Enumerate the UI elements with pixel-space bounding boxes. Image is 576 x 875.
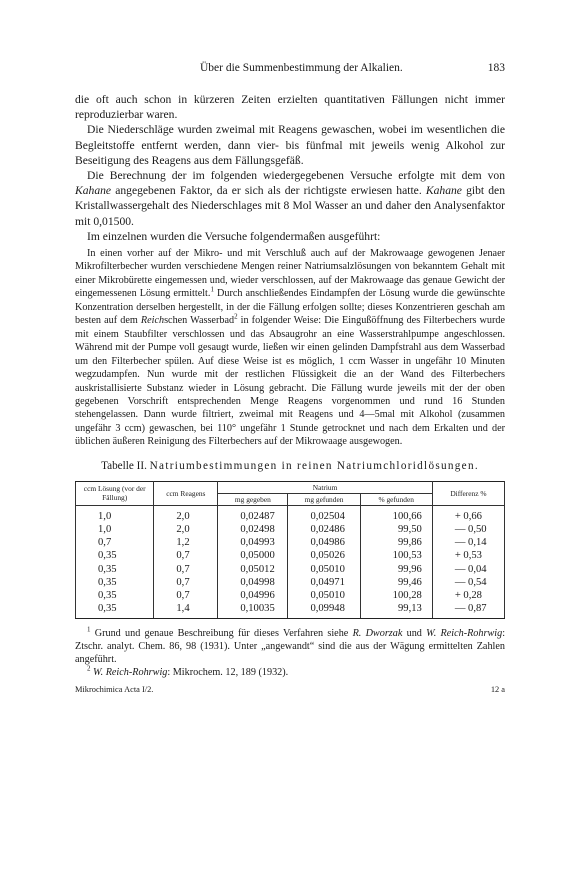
paragraph: Die Berechnung der im folgenden wiedergegebenen Versuche erfolgte mit dem von Kahane angegebenen Faktor, da er sich als der richtigste erwiesen hatte. Kahane gibt den Kristallwassergehalt des Niederschlages mit 8 Mol Wasser an und daher den Analysenfaktor mit 0,01500. <box>75 169 505 228</box>
table-row: 0,35 0,7 0,04998 0,04971 99,46 — 0,54 <box>76 576 505 589</box>
method-description <box>75 247 505 449</box>
author-name: W. Reich-Rohrwig <box>93 667 168 679</box>
header-gegeben: mg gegeben <box>218 493 288 505</box>
running-header <box>75 62 505 78</box>
table-row: 0,35 0,7 0,04996 0,05010 100,28 + 0,28 <box>76 589 505 602</box>
footnote-ref: 1 <box>210 286 214 294</box>
table-row: 0,35 1,4 0,10035 0,09948 99,13 — 0,87 <box>76 602 505 619</box>
footnotes <box>75 627 505 679</box>
author-name: W. Reich-Rohrwig <box>426 628 503 640</box>
signature-mark: 12 a <box>490 685 505 695</box>
header-gefunden: mg gefunden <box>288 493 360 505</box>
author-name: Kahane <box>425 184 462 198</box>
paragraph: die oft auch schon in kürzeren Zeiten erzielten quantitativen Fällungen nicht immer reproduzierbar waren. <box>75 93 505 122</box>
running-title: Über die Summenbestimmung der Alkalien. <box>199 62 403 74</box>
header-prozent: % gefunden <box>360 493 432 505</box>
header-reagens: ccm Reagens <box>154 481 218 505</box>
table-row: 1,0 2,0 0,02487 0,02504 100,66 + 0,66 <box>76 505 505 523</box>
footnote: $^1$ Grund und genaue Beschreibung für dieses Verfahren siehe R. Dworzak und W. Reich-Rohrwig: Ztschr. analyt. Chem. 86, 98 (1931). Unter „angewandt“ sind die aus der Wägung ermittelten Zahlen angeführt. <box>75 626 506 666</box>
header-loesung: ccm Lösung (vor der Fällung) <box>76 481 154 505</box>
author-name: Reich <box>140 315 165 327</box>
page-footer <box>75 685 505 694</box>
document-page <box>75 62 505 694</box>
table-row: 1,0 2,0 0,02498 0,02486 99,50 — 0,50 <box>76 523 505 536</box>
paragraph: Im einzelnen wurden die Versuche folgendermaßen ausgeführt: <box>87 229 381 243</box>
author-name: Kahane <box>75 184 112 198</box>
author-name: R. Dworzak <box>352 628 403 640</box>
journal-line: Mikrochimica Acta I/2. <box>75 685 154 695</box>
paragraph: Die Niederschläge wurden zweimal mit Reagens gewaschen, wobei im wesentlichen die Begleitstoffe entfernt werden, dann vier- bis fünfmal mit jeweils wenig Alkohol zur Beseitigung des Reagens aus dem Fällungsgefäß. <box>75 123 505 167</box>
paragraph: In einen vorher auf der Mikro- und mit Verschluß auch auf der Makrowaage gewogenen Jenaer Mikrofilterbecher wurden verschiedene Mengen reiner Natriumsalzlösungen von bekanntem Gehalt mit einer Mikrobürette eingemessen und, wieder verschlossen, auf der Makrowaage das genaue Gewicht der eingemessenen Lösung ermittelt.$^1$ Durch anschließendes Eindampfen der Lösung wurde die gewünschte Konzentration derselben hergestellt, in der die Fällung erfolgen sollte; dieses Konzentrieren geschah am besten auf dem Reichschen Wasserbad$^2$ in folgender Weise: Die Eingußöffnung des Filterbechers wurde mit einem Staubfilter verschlossen und das Absaugrohr an eine Wasserstrahlpumpe angeschlossen. Während mit der Pumpe voll gesaugt wurde, ließen wir einen gelinden Dampfstrahl aus dem Wasserbad um den Filterbecher spülen. Auf diese Weise ist es möglich, 1 ccm Wasser in ungefähr 10 Minuten wegzudampfen. Nun wurde mit der restlichen Flüssigkeit die an der Wand des Filterbechers auskristallisierte Substanz wieder in Lösung gebracht. Die Fällung wurde jeweils mit der der oben gegebenen Vorschrift entsprechenden Menge Reagens vorgenommen und rund 16 Stunden stehengelassen. Dann wurde filtriert, zweimal mit Reagens und 4—5mal mit Alkohol (zusammen ungefähr 3 ccm) gewaschen, bei 110° ungefähr 1 Stunde getrocknet und nach dem Erkalten und der üblichen äußeren Reinigung des Filterbechers auf der Mikrowaage ausgewogen. <box>75 248 506 448</box>
header-differenz: Differenz % <box>432 481 504 505</box>
header-natrium: Natrium <box>218 481 433 493</box>
main-text <box>75 92 505 244</box>
footnote: $^2$ W. Reich-Rohrwig: Mikrochem. 12, 189 (1932). <box>87 665 289 679</box>
table-row: 0,35 0,7 0,05000 0,05026 100,53 + 0,53 <box>76 549 505 562</box>
table-row: 0,7 1,2 0,04993 0,04986 99,86 — 0,14 <box>76 536 505 549</box>
table-caption <box>75 459 505 473</box>
table-label: Tabelle II. <box>101 459 147 472</box>
footnote-ref: 2 <box>234 312 238 321</box>
table-title: Natriumbestimmungen in reinen Natriumchloridlösungen. <box>149 459 479 472</box>
page-number: 183 <box>487 62 505 74</box>
table-row: 0,35 0,7 0,05012 0,05010 99,96 — 0,04 <box>76 563 505 576</box>
results-table <box>75 481 505 620</box>
